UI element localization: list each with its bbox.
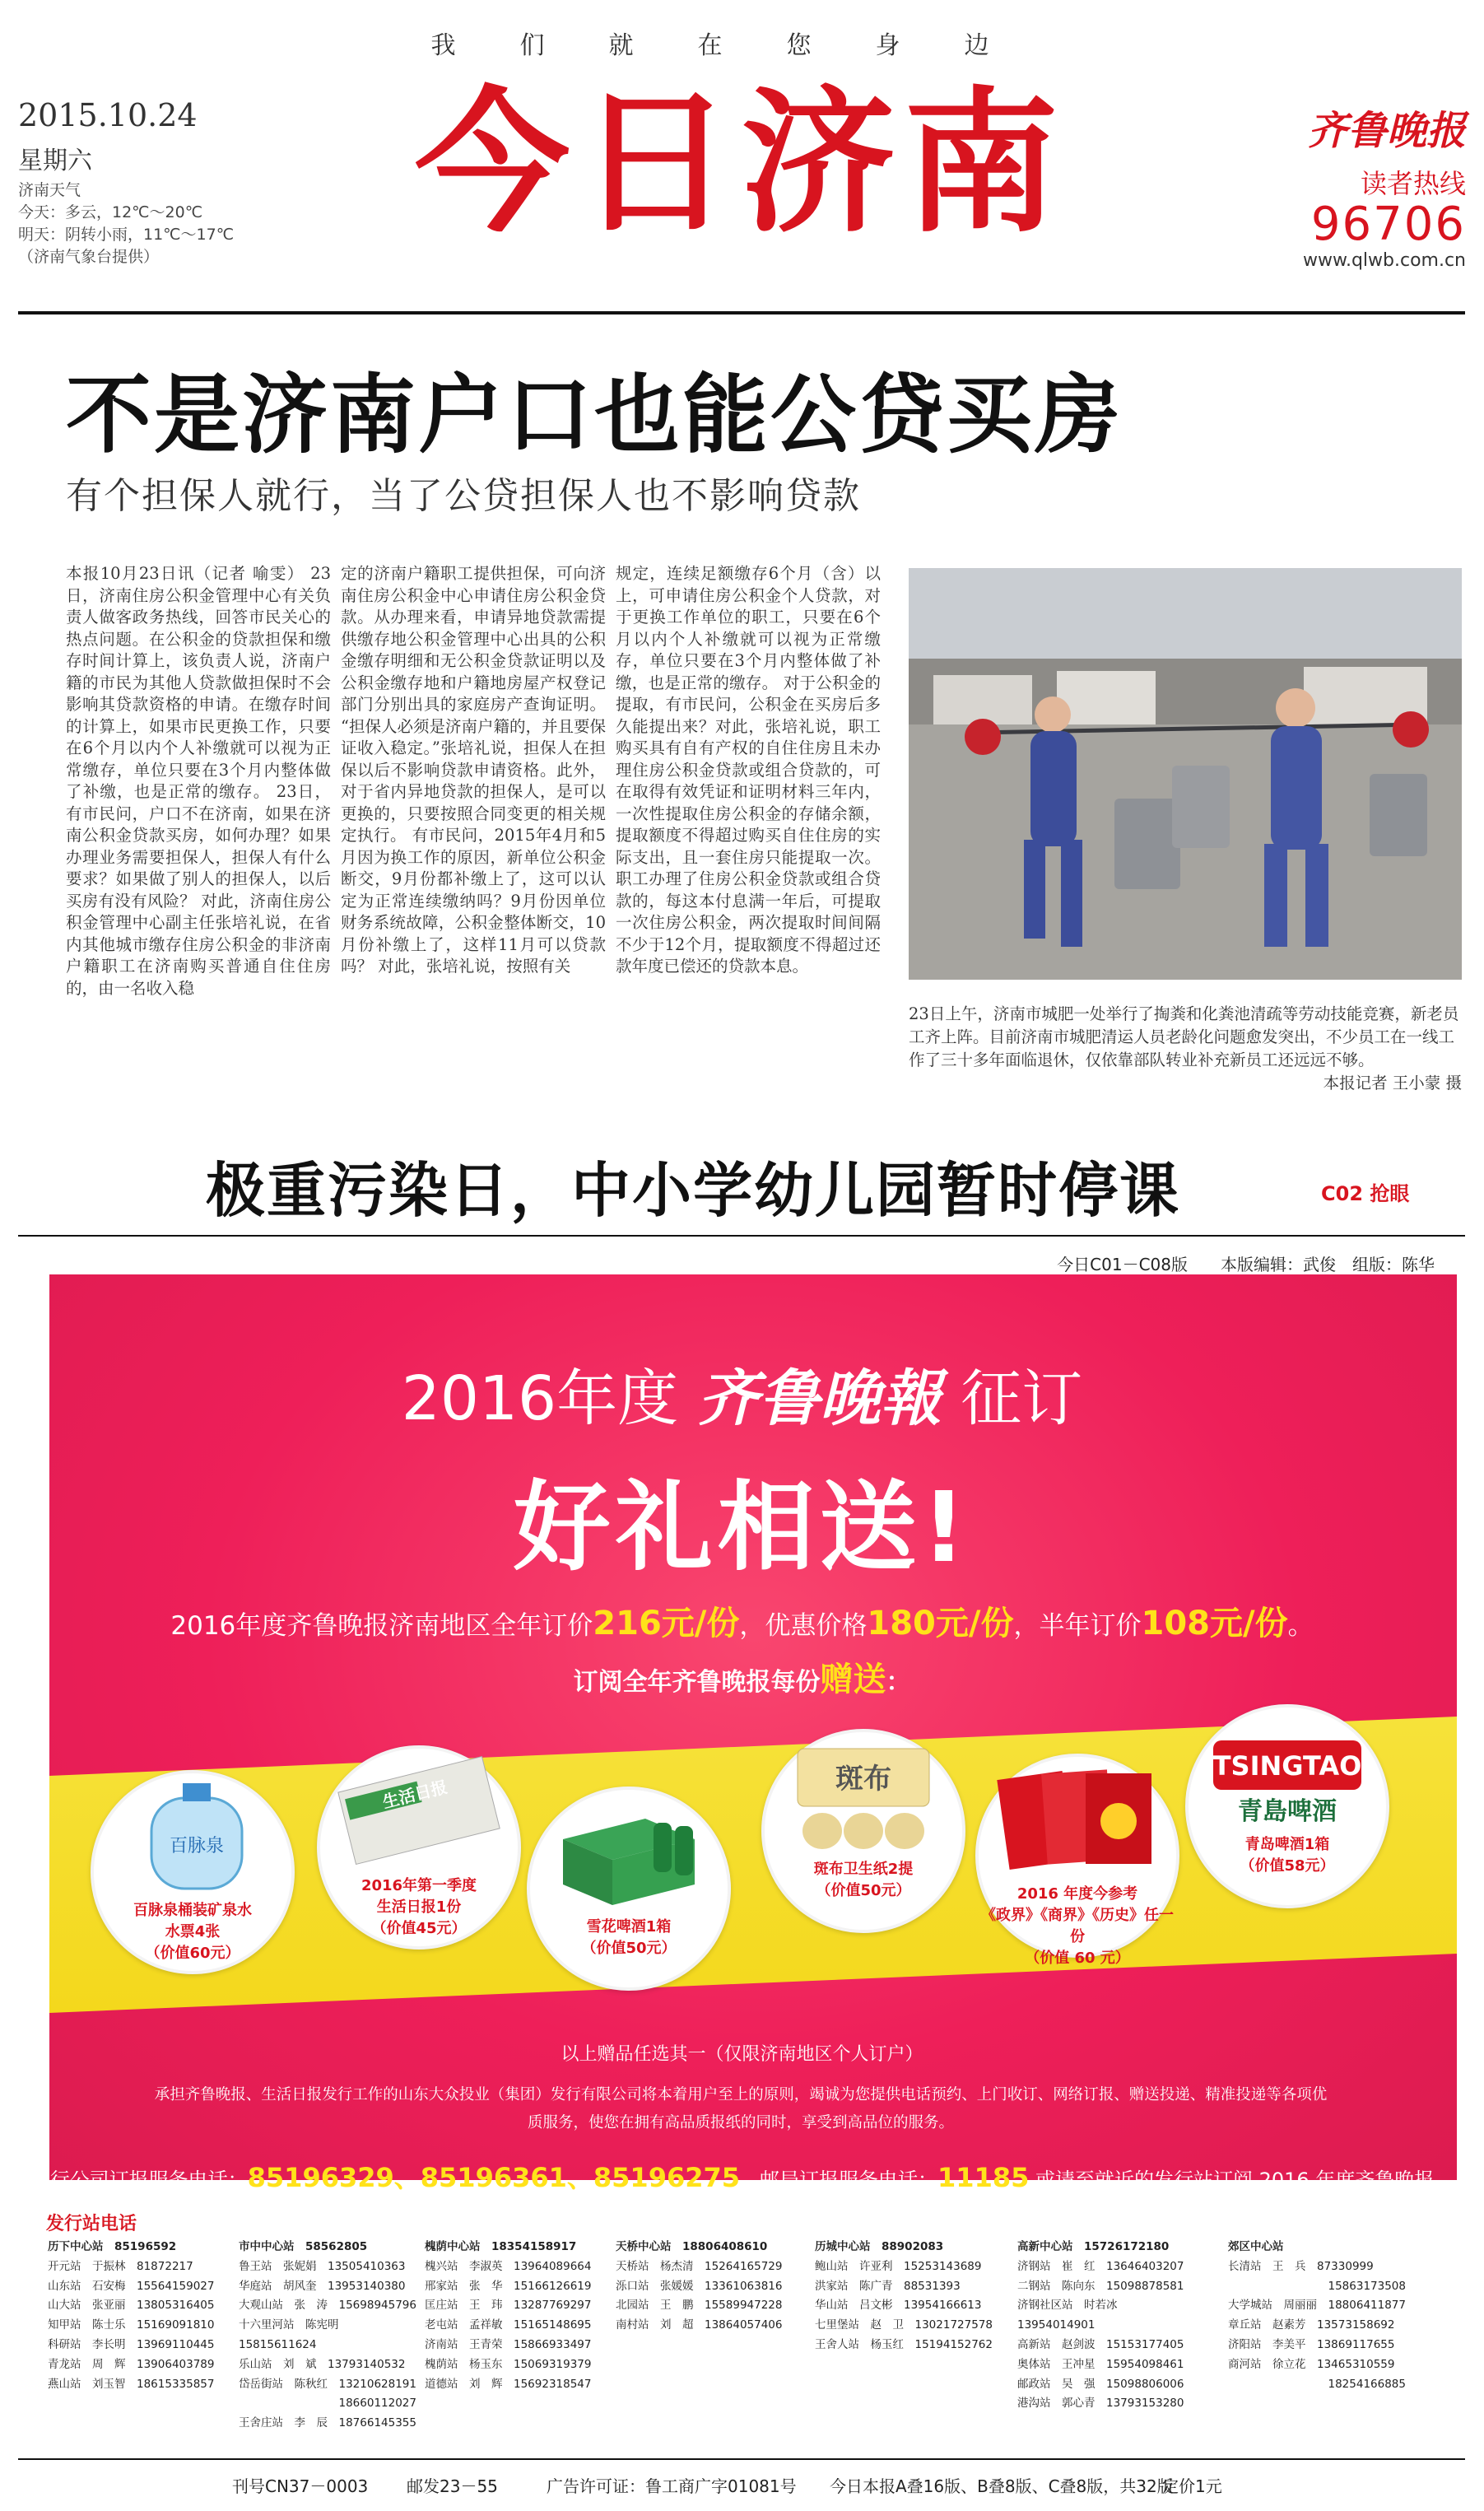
lead-subhead: 有个担保人就行，当了公贷担保人也不影响贷款 [66,475,861,517]
station-row: 青龙站 周 辉 13906403789 [48,2357,215,2371]
newspaper-title: 今日济南 [415,72,1067,254]
station-column [425,2238,612,2394]
station-row: 燕山站 刘玉智 18615335857 [48,2377,215,2391]
ad-price-line [0,1597,1484,1644]
prize-tissue-label [765,1859,962,1902]
photo-caption [909,1003,1462,1095]
article-column-3: 规定，连续足额缴存6个月（含）以上，可申请住房公积金个人贷款，对于更换工作单位的职工，只要在6个月以内个人补缴就可以视为正常缴存，单位只要在3个月内整体做了补缴，也是正常的缴存。 对于公积金的提取，有市民问，公积金在买房后多久能提出来？对此，张培礼说，职工购买具有自有产权的自住住房且未办理住房公积金贷款或组合贷款的，可在取得有效凭证和证明材料三年内，一次性提取住房公积金的存储余额，提取额度不得超过购买自住住房的实际支出，且一套住房只能提取一次。职工办理了住房公积金贷款或组合贷款的，每这本付息满一年后，可提取一次住房公积金，两次提取时间间隔不少于12个月，提取额度不得超过还款年度已偿还的贷款本息。 [616,564,881,976]
station-row: 鲍山站 许亚利 15253143689 [815,2259,982,2273]
station-column-head: 高新中心站 15726172180 [1017,2240,1170,2253]
weather-source: （济南气象台提供） [18,248,160,266]
ad-phone-line [0,2157,1484,2195]
station-row: 济南站 王青荣 15866933497 [425,2337,592,2351]
prize-snow-beer-name: 雪花啤酒1箱 [586,1918,672,1936]
station-row: 十六里河站 陈宪明 15815611624 [239,2318,350,2351]
workers-photo-illustration [909,568,1462,980]
station-row: 泺口站 张媛媛 13361063816 [616,2279,783,2293]
prize-snow-beer-price: （价值50元） [581,1940,677,1957]
footer-rule [18,2458,1465,2460]
price-full: 216元/份 [593,1605,740,1642]
station-row: 七里堡站 赵 卫 13021727578 [815,2318,993,2332]
prize-water-name: 百脉泉桶装矿泉水 [133,1902,252,1919]
gift-text: 订阅全年齐鲁晚报每份 [573,1668,821,1697]
post-prefix: ，邮局订报服务电话： [740,2169,938,2192]
station-row: 华山站 吕文彬 13954166613 [815,2299,982,2313]
masthead-rule [18,311,1465,314]
station-column-head: 郊区中心站 [1228,2240,1284,2253]
newspaper-icon [320,1749,518,1872]
news-photo [909,568,1462,980]
prize-magazine [975,1754,1179,1967]
ad-heading-brand: 齐鲁晚報 [697,1363,942,1434]
station-row: 二钢站 陈向东 15098878581 [1017,2279,1184,2293]
price-text-4: 。 [1287,1611,1314,1641]
station-row: 济钢社区站 时若冰 13954014901 [1017,2299,1128,2332]
prize-tsingtao-label [1189,1834,1386,1877]
prize-snow-beer-label [530,1917,728,1959]
station-row: 章丘站 赵素芳 13573158692 [1228,2318,1395,2332]
station-row: 鲁王站 张妮娟 13505410363 [239,2259,406,2273]
station-row: 知甲站 陈士乐 15169091810 [48,2318,215,2332]
price-half: 108元/份 [1141,1605,1288,1642]
station-column [239,2238,426,2434]
svg-text:青島啤酒: 青島啤酒 [1238,1797,1337,1826]
section-rule [18,1235,1465,1237]
station-row: 18660112027 [239,2397,416,2411]
prize-water [91,1770,295,1974]
station-row: 奥体站 王冲星 15954098461 [1017,2357,1184,2371]
masthead-slogan: 我们就在您身边 [430,31,1054,60]
svg-text:TSINGTAO: TSINGTAO [1212,1750,1362,1782]
station-column [1228,2238,1416,2394]
prize-tsingtao-name: 青岛啤酒1箱 [1244,1836,1330,1853]
station-column [48,2238,235,2394]
ad-heading-prefix: 2016年度 [401,1363,679,1434]
prize-tsingtao-price: （价值58元） [1240,1857,1335,1875]
phone-suffix: 或请至就近的发行站订阅 2016 年度齐鲁晚报。 [1035,2169,1454,2192]
tsingtao-logo-icon [1189,1707,1386,1831]
station-column [815,2238,1003,2355]
photo-caption-text: 23日上午，济南市城肥一处举行了掏粪和化粪池清疏等劳动技能竞赛，新老员工齐上阵。目前济南市城肥清运人员老龄化问题愈发突出，不少员工在一线工作了三十多年面临退休，仅依靠部队转业补充新员工还远远不够。 [909,1004,1459,1069]
brand-logo: 齐鲁晚报 [1307,108,1466,154]
station-row: 大学城站 周丽丽 18806411877 [1228,2299,1406,2313]
prize-magazine-label [979,1884,1176,1969]
station-row: 老屯站 孟祥敏 15165148695 [425,2318,592,2332]
prize-magazine-name: 2016 年度今参考 [1016,1885,1138,1903]
site-url: www.qlwb.com.cn [1303,250,1466,271]
station-row: 开元站 于振林 81872217 [48,2259,193,2273]
station-row: 南村站 刘 超 13864057406 [616,2318,783,2332]
station-row: 槐兴站 李淑英 13964089664 [425,2259,592,2273]
tissue-icon [765,1732,962,1856]
station-row: 科研站 李长明 13969110445 [48,2337,215,2351]
station-row: 济钢站 崔 红 13646403207 [1017,2259,1184,2273]
price-text-1: 2016年度齐鲁晚报济南地区全年订价 [170,1611,593,1641]
post-phone: 11185 [937,2162,1030,2193]
hotline-number: 96706 [1310,198,1466,251]
article-column-2: 定的济南户籍职工提供担保，可向济南住房公积金中心申请住房公积金贷款。从办理来看，申请异地贷款需提供缴存地公积金管理中心出具的公积金缴存明细和无公积金贷款证明以及公积金缴存地和户籍地房屋产权登记部门分别出具的家庭房产查询证明。 “担保人必须是济南户籍的，并且要保证收入稳定。”张培礼说，担保人在担保以后不影响贷款申请资格。此外，对于省内异地贷款的担保人，是可以更换的，只要按照合同变更的相关规定执行。 有市民问，2015年4月和5月因为换工作的原因，新单位公积金断交，9月份都补缴上了，这可以认定为正常连续缴纳吗？9月份因单位财务系统故障，公积金整体断交，10月份补缴上了，这样11月可以贷款吗？ 对此，张培礼说，按照有关 [341,564,606,976]
issue-date: 2015.10.24 [18,97,198,133]
station-row: 邢家站 张 华 15166126619 [425,2279,592,2293]
prize-lifedaily [317,1745,521,1950]
phone-prefix: 发行公司订报服务电话： [30,2169,248,2192]
footer-price: 定价1元 [1162,2476,1222,2496]
ad-note: 以上赠品任选其一（仅限济南地区个人订户） [561,2044,923,2065]
prize-tissue [761,1729,965,1933]
station-row: 北园站 王 鹏 15589947228 [616,2299,783,2313]
station-row: 邮政站 吴 强 15098806006 [1017,2377,1184,2391]
station-row: 商河站 徐立花 13465310559 [1228,2357,1395,2371]
price-discount: 180元/份 [867,1605,1014,1642]
station-row: 华庭站 胡风奎 13953140380 [239,2279,406,2293]
ad-big-slogan: 好礼相送! [513,1470,971,1584]
prize-lifedaily-price: （价值45元） [371,1920,467,1937]
phone-numbers: 85196329、85196361、85196275 [247,2162,741,2193]
station-row: 王舍庄站 李 辰 18766145355 [239,2416,416,2430]
station-row: 15863173508 [1228,2279,1406,2293]
prize-water-name2: 水票4张 [165,1923,221,1940]
weather-box [18,179,234,268]
ad-gift-line [0,1653,1484,1700]
prize-lifedaily-name2: 生活日报1份 [376,1898,462,1916]
station-column [616,2238,803,2336]
station-row: 港沟站 郭心青 13793153280 [1017,2397,1184,2411]
station-row: 王舍人站 杨玉红 15194152762 [815,2337,993,2351]
station-row: 山大站 张亚丽 13805316405 [48,2299,215,2313]
lead-headline: 不是济南户口也能公贷买房 [66,365,1123,465]
footer-issn: 刊号CN37－0003 [232,2476,369,2496]
station-column-head: 市中中心站 58562805 [239,2240,368,2253]
station-row: 大观山站 张 涛 15698945796 [239,2299,416,2313]
prize-water-label [94,1900,291,1964]
svg-text:斑布: 斑布 [835,1763,891,1796]
prize-tsingtao [1185,1704,1389,1908]
station-column-head: 历下中心站 85196592 [48,2240,177,2253]
weather-title: 济南天气 [18,181,81,199]
magazine-icon [979,1757,1176,1880]
water-bottle-icon [94,1773,291,1897]
price-text-3: ，半年订价 [1013,1611,1142,1641]
station-column-head: 历城中心站 88902083 [815,2240,944,2253]
edit-line: 今日C01－C08版 本版编辑：武俊 组版：陈华 [1057,1255,1435,1274]
station-row: 长清站 王 兵 87330999 [1228,2259,1374,2273]
station-row: 高新站 赵剑波 15153177405 [1017,2337,1184,2351]
weather-today: 今天：多云，12℃～20℃ [18,203,203,221]
photo-credit: 本报记者 王小蒙 摄 [1323,1074,1462,1092]
footer-license: 广告许可证：鲁工商广字01081号 [547,2476,797,2496]
prize-magazine-price: （价值 60 元） [1025,1950,1130,1967]
station-row: 道德站 刘 辉 15692318547 [425,2377,592,2391]
station-column-head: 槐荫中心站 18354158917 [425,2240,577,2253]
footer-post: 邮发23－55 [407,2476,498,2496]
second-headline-ref: C02 抢眼 [1321,1182,1410,1205]
footer-editions: 今日本报A叠16版、B叠8版、C叠8版，共32版 [830,2476,1174,2496]
station-row: 济阳站 李美平 13869117655 [1228,2337,1395,2351]
hotline-label: 读者热线 [1360,168,1466,199]
station-row: 山东站 石安梅 15564159027 [48,2279,215,2293]
ad-body: 承担齐鲁晚报、生活日报发行工作的山东大众投业（集团）发行有限公司将本着用户至上的原则，竭诚为您提供电话预约、上门收订、网络订报、赠送投递、精准投递等各项优质服务，使您在拥有高品质报纸的同时，享受到高品位的服务。 [154,2086,1328,2131]
weather-tomorrow: 明天：阴转小雨，11℃～17℃ [18,226,235,244]
issue-weekday: 星期六 [18,147,92,175]
station-row: 匡庄站 王 玮 13287769297 [425,2299,592,2313]
second-headline: 极重污染日，中小学幼儿园暂时停课 [206,1156,1181,1225]
stations-title: 发行站电话 [46,2214,137,2234]
prize-lifedaily-label [320,1875,518,1940]
station-row: 天桥站 杨杰清 15264165729 [616,2259,783,2273]
article-column-1: 本报10月23日讯（记者 喻雯） 23日，济南住房公积金管理中心有关负责人做客政务热线，回答市民关心的热点问题。在公积金的贷款担保和缴存时间计算上，该负责人说，济南户籍的市民为其他人贷款做担保时不会影响其贷款资格的申请。在缴存时间的计算上，如果市民更换工作，只要在6个月以内个人补缴就可以视为正常缴存，单位只要在3个月内整体做了补缴，也是正常的缴存。 23日，有市民问，户口不在济南，如果在济南公积金贷款买房，如何办理？如果办理业务需要担保人，担保人有什么要求？如果做了别人的担保人，以后买房有没有风险？ 对此，济南住房公积金管理中心副主任张培礼说，在省内其他城市缴存住房公积金的非济南户籍职工在济南购买普通自住住房的，由一名收入稳 [66,564,331,998]
prize-tissue-name: 斑布卫生纸2提 [813,1861,914,1878]
prize-magazine-name2: 《政界》《商界》《历史》任一份 [981,1907,1174,1945]
price-text-2: ，优惠价格 [739,1611,868,1641]
gift-colon: ： [886,1668,911,1697]
station-row: 18254166885 [1228,2377,1406,2391]
station-row: 洪家站 陈广青 88531393 [815,2279,961,2293]
ad-heading-suffix: 征订 [961,1363,1083,1434]
station-column [1017,2238,1205,2414]
svg-text:生活日报: 生活日报 [380,1777,449,1812]
station-row: 岱岳街站 陈秋红 13210628191 [239,2377,416,2391]
svg-text:百脉泉: 百脉泉 [169,1836,225,1856]
prize-lifedaily-name: 2016年第一季度 [361,1877,477,1894]
station-row: 槐荫站 杨玉东 15069319379 [425,2357,592,2371]
beer-box-icon [530,1790,728,1913]
ad-heading [0,1350,1484,1437]
prize-tissue-price: （价值50元） [816,1882,911,1899]
gift-word: 赠送 [820,1661,886,1698]
station-row: 乐山站 刘 斌 13793140532 [239,2357,406,2371]
prize-snow-beer [527,1787,731,1991]
prize-water-price: （价值60元） [145,1945,240,1962]
station-column-head: 天桥中心站 18806408610 [616,2240,768,2253]
